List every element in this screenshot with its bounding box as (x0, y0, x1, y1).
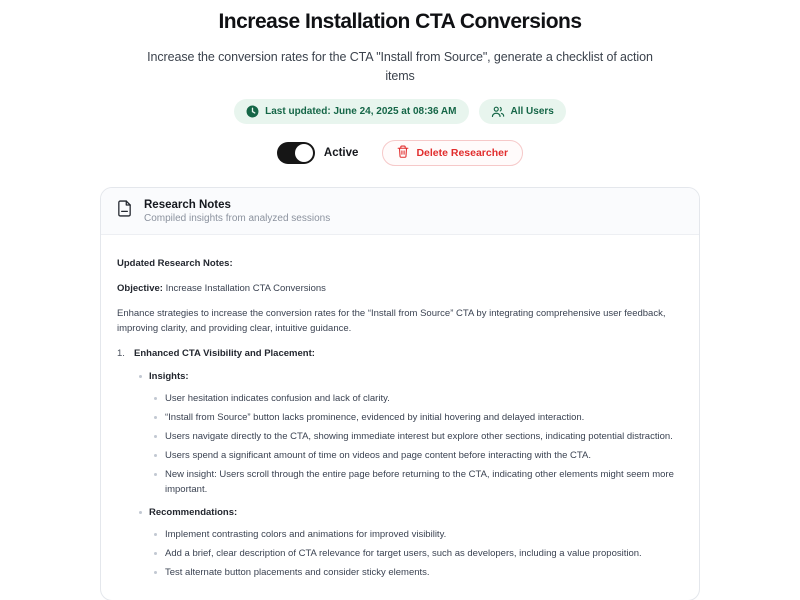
insights-items (154, 391, 683, 497)
bullet-icon (154, 416, 157, 419)
research-notes-card (100, 187, 700, 600)
bullet-icon (154, 435, 157, 438)
recommendations-label-row (139, 505, 683, 520)
controls-row (0, 140, 800, 166)
list-item (154, 565, 683, 580)
page-title: Increase Installation CTA Conversions (218, 10, 582, 33)
list-item-text: New insight: Users scroll through the entire page before returning to the CTA, indicating other elements might seem more important. (165, 469, 674, 495)
bullet-icon (154, 552, 157, 555)
list-item-text: Users navigate directly to the CTA, showing immediate interest but explore other sections, indicating potential distraction. (165, 431, 673, 442)
research-notes-body (101, 235, 699, 600)
bullet-icon (139, 511, 142, 514)
active-toggle-label: Active (323, 147, 359, 159)
toggle-knob (295, 144, 313, 162)
list-item (154, 410, 683, 425)
card-subtitle: Compiled insights from analyzed sessions (144, 212, 331, 224)
delete-researcher-button[interactable] (382, 140, 523, 166)
list-item-text: User hesitation indicates confusion and lack of clarity. (165, 393, 390, 404)
badges-row (0, 99, 800, 124)
insights-label-row (139, 369, 683, 384)
bullet-icon (154, 454, 157, 457)
list-item-text: Add a brief, clear description of CTA relevance for target users, such as developers, including a value proposition. (165, 548, 642, 559)
bullet-icon (154, 533, 157, 536)
document-icon (117, 200, 132, 222)
research-notes-header (101, 188, 699, 235)
list-item (154, 467, 683, 497)
list-item-text: Implement contrasting colors and animations for improved visibility. (165, 529, 447, 540)
bullet-icon (154, 397, 157, 400)
card-title: Research Notes (144, 198, 231, 211)
list-item-text: “Install from Source” button lacks prominence, evidenced by initial hovering and delayed interaction. (165, 412, 585, 423)
bullet-icon (154, 571, 157, 574)
audience-badge (479, 99, 566, 124)
page-subtitle: Increase the conversion rates for the CTA "Install from Source", generate a checklist of action items (147, 50, 653, 83)
section-title: Enhanced CTA Visibility and Placement: (134, 348, 315, 359)
list-item (154, 391, 683, 406)
insights-label: Insights: (149, 371, 189, 382)
recommendations-items (154, 527, 683, 580)
notes-heading: Updated Research Notes: (117, 258, 233, 269)
active-toggle-wrap (277, 142, 359, 164)
trash-icon (397, 145, 409, 161)
list-item (154, 527, 683, 542)
section-1 (117, 346, 683, 361)
list-item-text: Users spend a significant amount of time on videos and page content before interacting with the CTA. (165, 450, 591, 461)
section-number: 1. (117, 348, 125, 359)
recommendations-group (139, 505, 683, 580)
list-item (154, 448, 683, 463)
active-toggle[interactable] (277, 142, 315, 164)
clock-icon (246, 105, 259, 118)
last-updated-badge (234, 99, 468, 124)
list-item (154, 546, 683, 561)
researcher-detail-page (0, 10, 800, 600)
list-item (154, 429, 683, 444)
users-icon (491, 105, 505, 118)
recommendations-label: Recommendations: (149, 507, 238, 518)
notes-intro: Enhance strategies to increase the conversion rates for the “Install from Source” CTA by integrating comprehensive user feedback, improving clarity, and providing clear, intuitive guidance. (117, 308, 666, 334)
list-item-text: Test alternate button placements and consider sticky elements. (165, 567, 430, 578)
delete-researcher-label: Delete Researcher (416, 147, 509, 159)
bullet-icon (139, 375, 142, 378)
bullet-icon (154, 473, 157, 476)
last-updated-label: Last updated: June 24, 2025 at 08:36 AM (265, 106, 457, 117)
header-text (144, 199, 330, 224)
audience-label: All Users (510, 106, 554, 117)
insights-group (139, 369, 683, 497)
notes-objective: Objective: Increase Installation CTA Conversions (117, 283, 326, 294)
